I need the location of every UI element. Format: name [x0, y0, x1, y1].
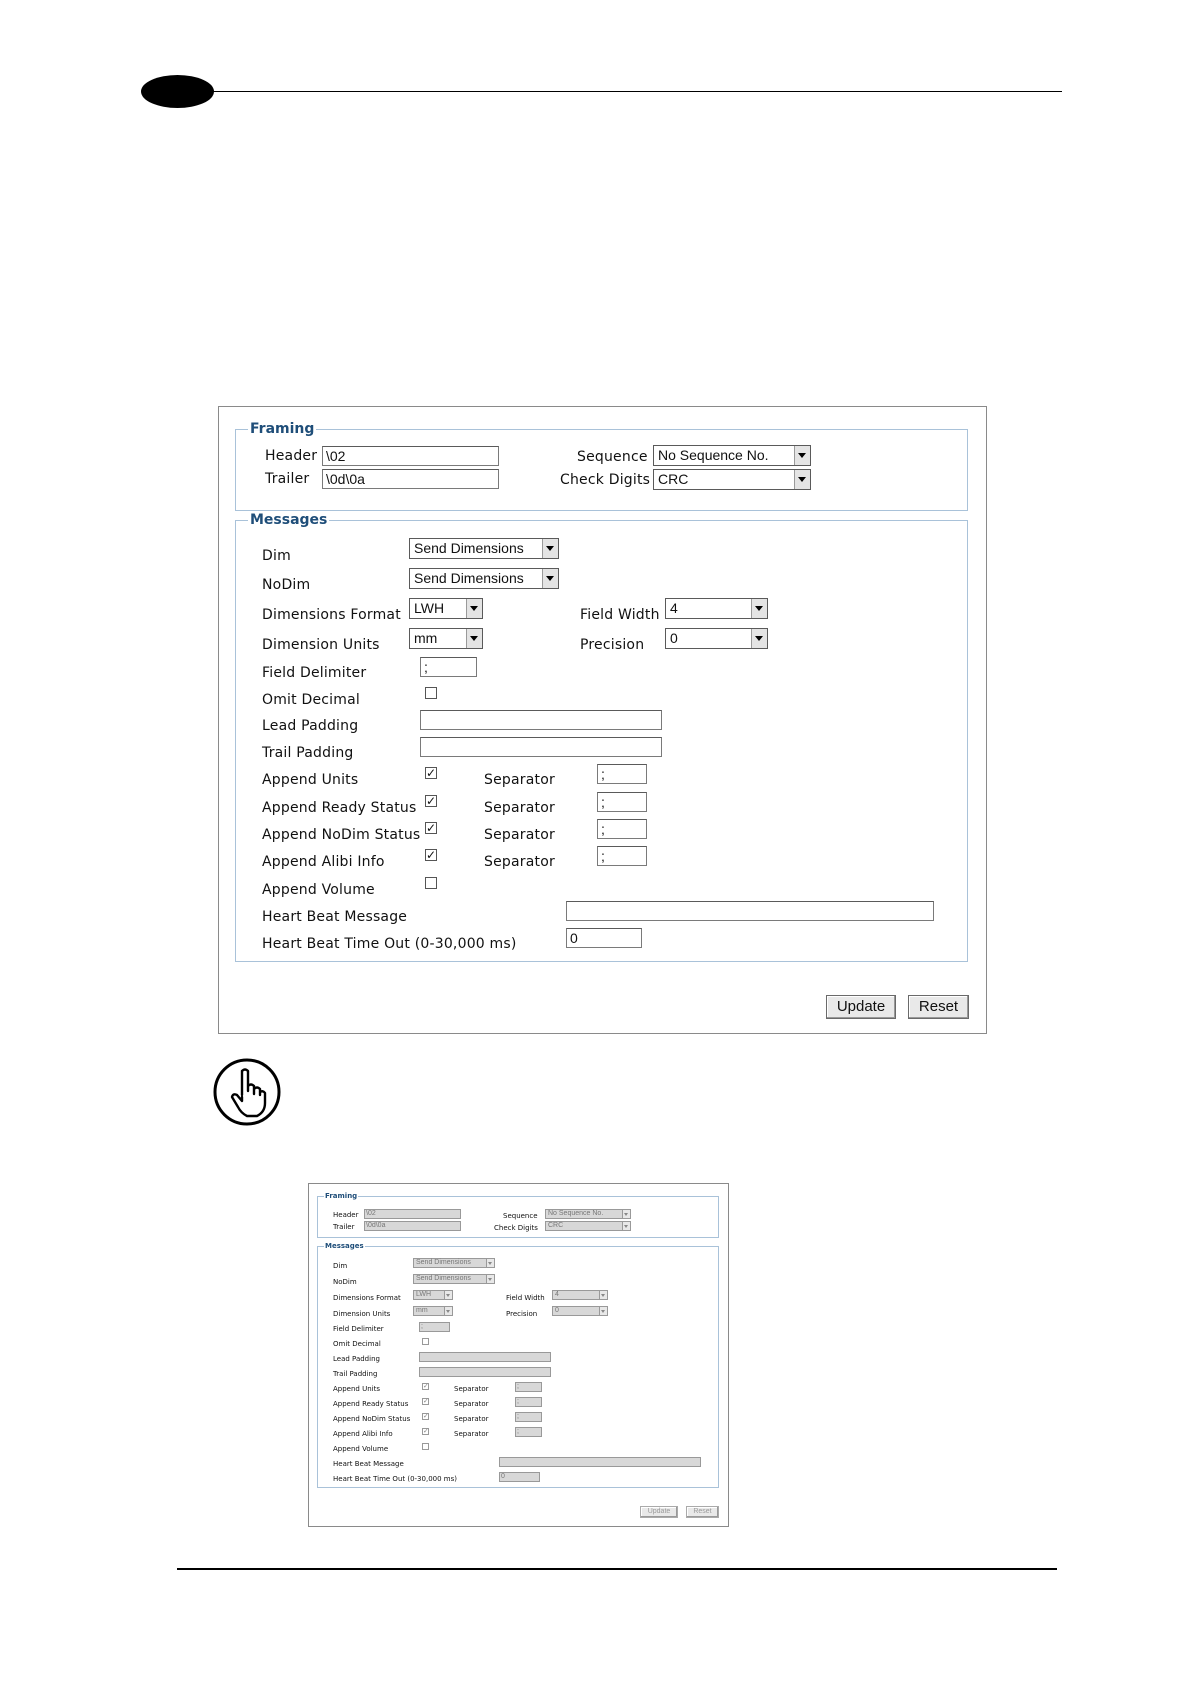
- check-digits-select: [545, 1221, 631, 1231]
- chevron-down-icon[interactable]: [542, 539, 558, 558]
- dimension-units-value: mm: [414, 630, 438, 646]
- nodim-select[interactable]: [409, 568, 559, 589]
- reset-button[interactable]: Reset: [908, 995, 969, 1019]
- check-digits-value: CRC: [548, 1222, 564, 1229]
- append-ready-status-label: Append Ready Status: [262, 800, 417, 816]
- header-rule: [212, 91, 1062, 92]
- precision-value: 0: [670, 630, 678, 646]
- separator-label: Separator: [484, 772, 555, 788]
- update-button: Update: [640, 1506, 678, 1518]
- sequence-select: [545, 1209, 631, 1219]
- heart-beat-timeout-label: Heart Beat Time Out (0-30,000 ms): [262, 936, 517, 952]
- dim-value: Send Dimensions: [414, 540, 524, 556]
- dimension-units-label: Dimension Units: [333, 1310, 391, 1318]
- chapter-tab-marker: [141, 75, 214, 108]
- check-digits-label: Check Digits: [494, 1224, 538, 1232]
- chevron-down-icon[interactable]: [466, 629, 482, 648]
- field-delimiter-label: Field Delimiter: [262, 665, 367, 681]
- lead-padding-label: Lead Padding: [262, 718, 359, 734]
- append-nodim-status-checkbox: ✓: [423, 1412, 429, 1420]
- lead-padding-input: [419, 1352, 551, 1362]
- chevron-down-icon: [444, 1307, 452, 1315]
- chevron-down-icon: [486, 1275, 494, 1283]
- messages-legend: Messages: [250, 512, 328, 528]
- append-alibi-info-label: Append Alibi Info: [262, 854, 385, 870]
- dimension-units-label: Dimension Units: [262, 637, 380, 653]
- trailer-input: \0d\0a: [364, 1221, 461, 1231]
- precision-select[interactable]: [665, 628, 768, 649]
- append-units-label: Append Units: [262, 772, 359, 788]
- separator-label: Separator: [454, 1385, 489, 1393]
- dimension-units-select: [413, 1306, 453, 1316]
- trail-padding-label: Trail Padding: [333, 1370, 378, 1378]
- chevron-down-icon[interactable]: [751, 629, 767, 648]
- append-volume-checkbox[interactable]: [425, 877, 437, 889]
- chevron-down-icon: [622, 1222, 630, 1230]
- dimensions-format-label: Dimensions Format: [262, 607, 401, 623]
- dim-select: [413, 1258, 495, 1268]
- trailer-input[interactable]: \0d\0a: [322, 469, 499, 489]
- append-units-checkbox[interactable]: ✓: [426, 766, 437, 780]
- chevron-down-icon[interactable]: [542, 569, 558, 588]
- separator-label: Separator: [484, 827, 555, 843]
- sequence-value: No Sequence No.: [548, 1210, 604, 1217]
- append-units-separator-input: ;: [515, 1382, 542, 1392]
- header-label: Header: [333, 1211, 359, 1219]
- sequence-label: Sequence: [577, 449, 648, 465]
- dim-label: Dim: [262, 548, 291, 564]
- trail-padding-label: Trail Padding: [262, 745, 354, 761]
- append-alibi-info-checkbox[interactable]: ✓: [426, 848, 437, 862]
- framing-legend: Framing: [250, 421, 315, 437]
- nodim-label: NoDim: [333, 1278, 357, 1286]
- dim-label: Dim: [333, 1262, 348, 1270]
- check-digits-label: Check Digits: [560, 472, 651, 488]
- nodim-value: Send Dimensions: [414, 570, 524, 586]
- append-nodim-status-checkbox[interactable]: ✓: [426, 821, 437, 835]
- separator-label: Separator: [454, 1400, 489, 1408]
- check-digits-select[interactable]: [653, 469, 811, 490]
- append-ready-status-separator-input[interactable]: ;: [597, 792, 647, 812]
- precision-label: Precision: [506, 1310, 538, 1318]
- append-ready-status-separator-input: ;: [515, 1397, 542, 1407]
- append-units-separator-input[interactable]: ;: [597, 764, 647, 784]
- nodim-select: [413, 1274, 495, 1284]
- trail-padding-input[interactable]: [420, 737, 662, 757]
- omit-decimal-label: Omit Decimal: [333, 1340, 381, 1348]
- dim-select[interactable]: [409, 538, 559, 559]
- update-button[interactable]: Update: [826, 995, 896, 1019]
- append-ready-status-label: Append Ready Status: [333, 1400, 409, 1408]
- separator-label: Separator: [484, 800, 555, 816]
- omit-decimal-checkbox[interactable]: [425, 687, 437, 699]
- trailer-label: Trailer: [333, 1223, 355, 1231]
- field-width-label: Field Width: [506, 1294, 545, 1302]
- precision-label: Precision: [580, 637, 645, 653]
- reset-button: Reset: [686, 1506, 719, 1518]
- hand-pointer-icon: [211, 1056, 283, 1128]
- separator-label: Separator: [454, 1415, 489, 1423]
- trailer-label: Trailer: [265, 471, 310, 487]
- omit-decimal-checkbox: [422, 1338, 429, 1345]
- field-width-value: 4: [670, 600, 678, 616]
- lead-padding-label: Lead Padding: [333, 1355, 380, 1363]
- heart-beat-message-label: Heart Beat Message: [262, 909, 408, 925]
- append-volume-checkbox: [422, 1443, 429, 1450]
- append-nodim-status-label: Append NoDim Status: [333, 1415, 411, 1423]
- chevron-down-icon[interactable]: [794, 470, 810, 489]
- sequence-label: Sequence: [503, 1212, 538, 1220]
- heart-beat-timeout-input: 0: [499, 1472, 540, 1482]
- separator-label: Separator: [454, 1430, 489, 1438]
- chevron-down-icon[interactable]: [466, 599, 482, 618]
- heart-beat-timeout-label: Heart Beat Time Out (0-30,000 ms): [333, 1475, 457, 1483]
- append-nodim-status-separator-input[interactable]: ;: [597, 819, 647, 839]
- header-label: Header: [265, 448, 318, 464]
- nodim-label: NoDim: [262, 577, 311, 593]
- precision-select: [552, 1306, 608, 1316]
- disabled-output-format-panel: [308, 1183, 729, 1527]
- field-delimiter-input[interactable]: ;: [420, 657, 477, 677]
- dimensions-format-select: [413, 1290, 453, 1300]
- sequence-select[interactable]: [653, 445, 811, 466]
- field-delimiter-label: Field Delimiter: [333, 1325, 384, 1333]
- footer-rule: [177, 1568, 1057, 1570]
- append-ready-status-checkbox[interactable]: ✓: [426, 794, 437, 808]
- dimensions-format-value: LWH: [414, 600, 445, 616]
- chevron-down-icon: [599, 1291, 607, 1299]
- append-units-checkbox: ✓: [423, 1382, 429, 1390]
- dimensions-format-value: LWH: [416, 1291, 432, 1298]
- field-width-value: 4: [555, 1291, 559, 1298]
- heart-beat-message-label: Heart Beat Message: [333, 1460, 404, 1468]
- field-width-select[interactable]: [665, 598, 768, 619]
- check-digits-value: CRC: [658, 471, 689, 487]
- header-input[interactable]: \02: [322, 446, 499, 466]
- nodim-value: Send Dimensions: [416, 1275, 471, 1282]
- append-ready-status-checkbox: ✓: [423, 1397, 429, 1405]
- append-alibi-info-label: Append Alibi Info: [333, 1430, 393, 1438]
- field-delimiter-input: ;: [419, 1322, 450, 1332]
- heart-beat-timeout-input[interactable]: 0: [566, 928, 642, 948]
- dimension-units-select[interactable]: [409, 628, 483, 649]
- append-volume-label: Append Volume: [262, 882, 375, 898]
- chevron-down-icon: [486, 1259, 494, 1267]
- lead-padding-input[interactable]: [420, 710, 662, 730]
- framing-fieldset: [235, 421, 968, 511]
- precision-value: 0: [555, 1307, 559, 1314]
- append-nodim-status-label: Append NoDim Status: [262, 827, 421, 843]
- append-alibi-info-separator-input: ;: [515, 1427, 542, 1437]
- append-alibi-info-separator-input[interactable]: ;: [597, 846, 647, 866]
- append-volume-label: Append Volume: [333, 1445, 389, 1453]
- chevron-down-icon[interactable]: [794, 446, 810, 465]
- append-units-label: Append Units: [333, 1385, 380, 1393]
- sequence-value: No Sequence No.: [658, 447, 769, 463]
- dimension-units-value: mm: [416, 1307, 428, 1314]
- dimensions-format-label: Dimensions Format: [333, 1294, 401, 1302]
- chevron-down-icon: [599, 1307, 607, 1315]
- output-format-panel: [218, 406, 987, 1034]
- chevron-down-icon: [622, 1210, 630, 1218]
- dimensions-format-select[interactable]: [409, 598, 483, 619]
- header-input: \02: [364, 1209, 461, 1219]
- dim-value: Send Dimensions: [416, 1259, 471, 1266]
- trail-padding-input: [419, 1367, 551, 1377]
- append-alibi-info-checkbox: ✓: [423, 1427, 429, 1435]
- separator-label: Separator: [484, 854, 555, 870]
- field-width-label: Field Width: [580, 607, 660, 623]
- messages-legend: Messages: [325, 1242, 364, 1250]
- omit-decimal-label: Omit Decimal: [262, 692, 360, 708]
- heart-beat-message-input[interactable]: [566, 901, 934, 921]
- chevron-down-icon: [444, 1291, 452, 1299]
- heart-beat-message-input: [499, 1457, 701, 1467]
- framing-legend: Framing: [325, 1192, 358, 1200]
- append-nodim-status-separator-input: ;: [515, 1412, 542, 1422]
- chevron-down-icon[interactable]: [751, 599, 767, 618]
- field-width-select: [552, 1290, 608, 1300]
